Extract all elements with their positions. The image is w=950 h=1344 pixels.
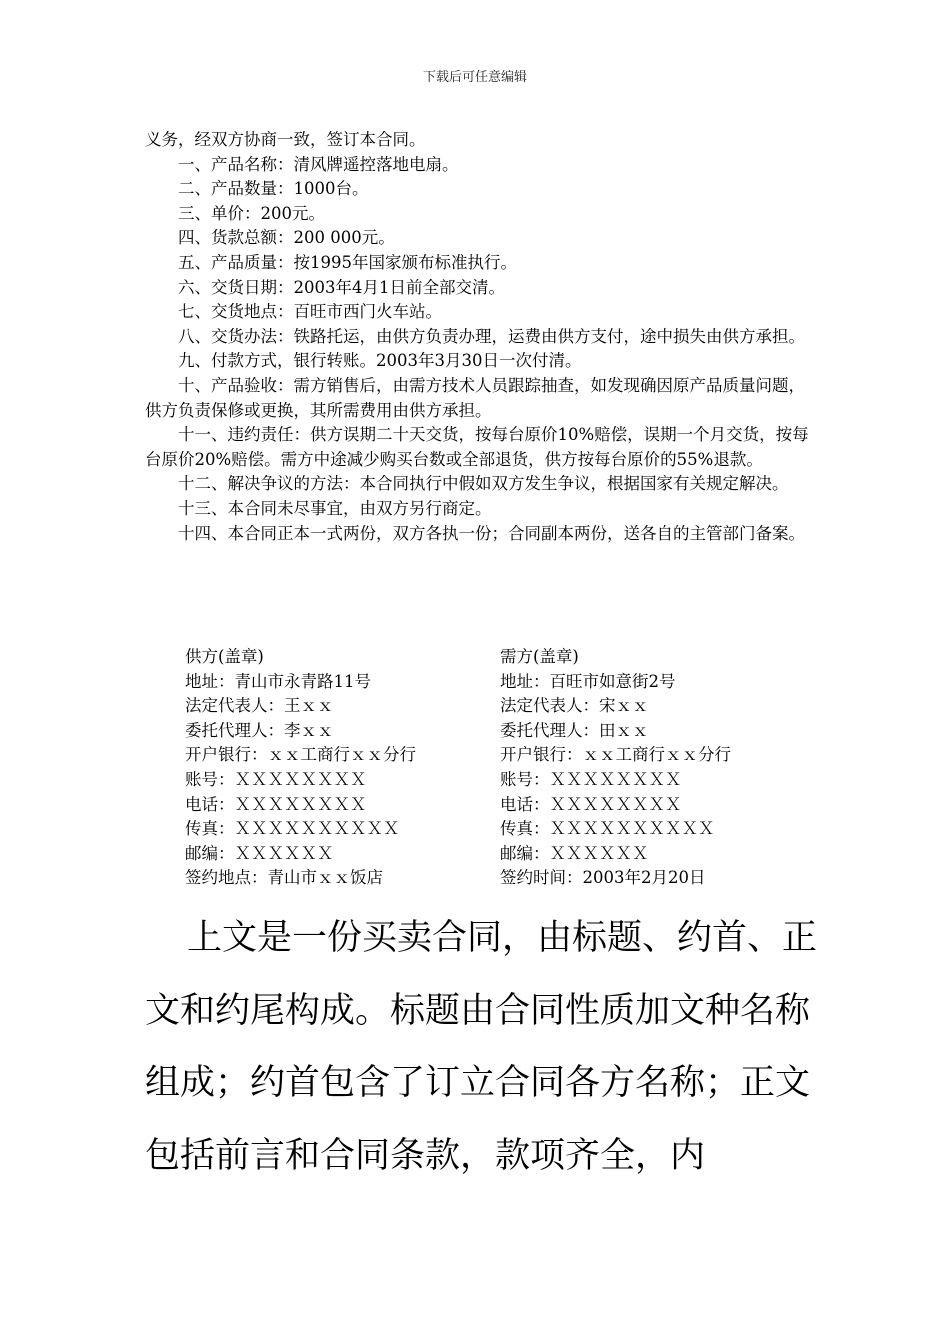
signature-block [145, 645, 815, 891]
buyer-field: 需方(盖章) [500, 647, 579, 666]
buyer-field: 账号：ＸＸＸＸＸＸＸＸ [500, 769, 682, 789]
buyer-field: 委托代理人：田ｘｘ [500, 720, 649, 740]
contract-clause: 五、产品质量：按1995年国家颁布标准执行。 [178, 252, 517, 272]
contract-clause: 一、产品名称：清风牌遥控落地电扇。 [178, 154, 459, 174]
supplier-field: 传真：ＸＸＸＸＸＸＸＸＸＸ [185, 819, 400, 839]
commentary [145, 902, 825, 1192]
contract-body [145, 128, 815, 888]
contract-clause: 十、产品验收：需方销售后，由需方技术人员跟踪抽查，如发现确因原产品质量问题，供方负责保修或更换，其所需费用由供方承担。 [145, 375, 805, 420]
signature-row [145, 866, 815, 891]
supplier-field: 签约地点：青山市ｘｘ饭店 [185, 868, 383, 888]
signature-row [145, 768, 815, 793]
supplier-field: 开户银行：ｘｘ工商行ｘｘ分行 [185, 745, 416, 765]
supplier-field: 邮编：ＸＸＸＸＸＸ [185, 843, 334, 863]
contract-clause: 三、单价：200元。 [178, 203, 325, 223]
signature-row [145, 670, 815, 695]
signature-row [145, 842, 815, 867]
buyer-field: 地址：百旺市如意街2号 [500, 671, 676, 691]
contract-clause: 六、交货日期：2003年4月1日前全部交清。 [178, 277, 505, 297]
signature-row [145, 793, 815, 818]
signature-row [145, 743, 815, 768]
supplier-field: 法定代表人：王ｘｘ [185, 696, 334, 716]
supplier-field: 委托代理人：李ｘｘ [185, 720, 334, 740]
signature-row [145, 719, 815, 744]
contract-clause: 九、付款方式，银行转账。2003年3月30日一次付清。 [178, 351, 582, 371]
supplier-field: 账号：ＸＸＸＸＸＸＸＸ [185, 769, 367, 789]
supplier-field: 电话：ＸＸＸＸＸＸＸＸ [185, 794, 367, 814]
contract-clause: 二、产品数量：1000台。 [178, 179, 369, 199]
contract-clause: 十一、违约责任：供方误期二十天交货，按每台原价10%赔偿，误期一个月交货，按每台原价20%赔偿。需方中途减少购买台数或全部退货，供方按每台原价的55%退款。 [145, 425, 809, 469]
buyer-field: 签约时间：2003年2月20日 [500, 868, 706, 888]
page-header-note: 下载后可任意编辑 [422, 70, 527, 85]
contract-clause: 四、货款总额：200 000元。 [178, 228, 395, 248]
buyer-field: 邮编：ＸＸＸＸＸＸ [500, 843, 649, 863]
contract-clause: 十三、本合同未尽事宜，由双方另行商定。 [178, 498, 492, 518]
signature-row [145, 645, 815, 670]
commentary-text: 上文是一份买卖合同，由标题、约首、正文和约尾构成。标题由合同性质加文种名称组成；约首包含了订立合同各方名称；正文包括前言和合同条款，款项齐全，内 [145, 918, 818, 1176]
contract-clause: 十二、解决争议的方法：本合同执行中假如双方发生争议，根据国家有关规定解决。 [178, 474, 789, 494]
buyer-field: 开户银行：ｘｘ工商行ｘｘ分行 [500, 745, 731, 765]
contract-clauses [145, 153, 815, 547]
contract-intro: 义务，经双方协商一致，签订本合同。 [145, 130, 426, 149]
contract-clause: 八、交货办法：铁路托运，由供方负责办理，运费由供方支付，途中损失由供方承担。 [178, 326, 805, 346]
buyer-field: 法定代表人：宋ｘｘ [500, 696, 649, 716]
contract-clause: 十四、本合同正本一式两份，双方各执一份；合同副本两份，送各自的主管部门备案。 [178, 523, 805, 543]
buyer-field: 电话：ＸＸＸＸＸＸＸＸ [500, 794, 682, 814]
supplier-field: 供方(盖章) [185, 647, 264, 666]
supplier-field: 地址：青山市永青路11号 [185, 671, 371, 691]
signature-row [145, 694, 815, 719]
signature-row [145, 817, 815, 842]
buyer-field: 传真：ＸＸＸＸＸＸＸＸＸＸ [500, 819, 715, 839]
contract-clause: 七、交货地点：百旺市西门火车站。 [178, 302, 442, 322]
